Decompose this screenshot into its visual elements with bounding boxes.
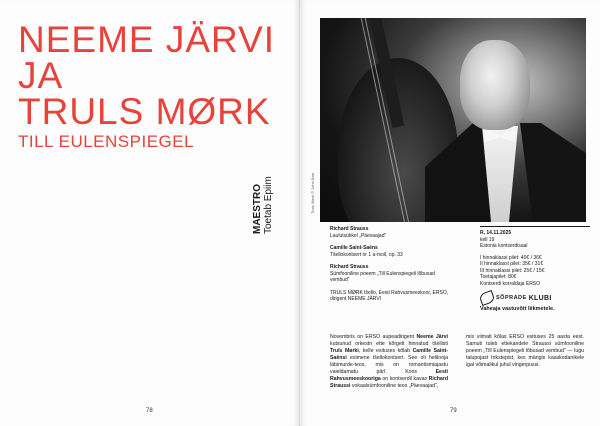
price-line: I hinnaklassi pilet: 40€ / 36€ <box>480 254 542 261</box>
bold-name: Camille Saint-Saënsi <box>330 348 448 361</box>
title-line: NEEME JÄRVI <box>18 19 276 60</box>
right-page <box>300 0 600 426</box>
bold-name: Truls Mørki <box>330 348 359 354</box>
series-name: MAESTRO <box>252 184 263 234</box>
price-line: II hinnaklassi pilet: 35€ / 31€ <box>480 261 544 267</box>
work-title: Tšellokontsert nr 1 a-moll, op. 33 <box>330 251 403 258</box>
series-sponsor: Toetab Epiim <box>263 176 274 234</box>
cellist-photo <box>320 18 586 222</box>
body-text: , kelle esituses kõlab <box>358 348 413 354</box>
composer: Camille Saint-Saëns <box>330 245 378 251</box>
jacket <box>520 123 586 222</box>
body-text-column-1 <box>330 334 448 390</box>
concert-venue: Estonia kontserdisaal <box>480 243 528 249</box>
body-text-column-2 <box>466 334 584 369</box>
bold-name: Eesti Rahvusmeeskooriga <box>330 369 448 382</box>
body-text: esimene tšellokontsert. See oli helilooja läbimurde-teos, mis on romantismiajastu vaieldamatu pärl. Koos <box>330 355 448 375</box>
body-text: mis viimati kõlas ERSO esituses 25 aasta eest. Samuti tuleb ettekandele Straussi sümfooniline poeem „Till Eulenspiegeli lõbusad vembud“ — lugu talupojast trikstерist, kes mängis kaaskodanikele igal võimalikul juhul vingerpussi. <box>466 334 584 368</box>
friends-club <box>480 292 590 312</box>
organizer: Kontserdi korraldaja ERSO <box>480 280 541 287</box>
page-number-left: 78 <box>146 408 153 414</box>
bold-name: Richard Straussi <box>330 376 448 389</box>
page-number-right: 79 <box>450 408 457 414</box>
swirl-icon <box>478 290 495 306</box>
price-line: III hinnaklassi pilet: 25€ / 15€ <box>480 267 545 274</box>
club-logo <box>480 292 590 304</box>
body-text: vokaalsümfooniline teos „Päevaajad“, <box>350 383 439 389</box>
body-text: Novembris on ERSO aupeadirigent <box>330 334 417 340</box>
bold-name: Neeme Järvi <box>416 334 448 340</box>
work-title: Laulutsükkel „Päevaajad“ <box>330 232 387 239</box>
concert-title <box>18 19 276 152</box>
price-line: Toetajapilet: 80€ <box>480 274 517 280</box>
club-name-a: SÕPRADE <box>496 295 527 301</box>
composer: Richard Strauss <box>330 264 369 270</box>
club-slogan: Vaheaja vastuvõtt liikmetele. <box>480 306 555 312</box>
concert-info <box>480 226 590 287</box>
work-title: Sümfooniline poeem „Till Eulenspiegeli lõbusad vembud“ <box>330 270 435 283</box>
club-name-b: KLUBI <box>528 294 552 302</box>
photo-credit: Truls Mørk © John Barr <box>310 172 315 214</box>
body-text: kutsunud orkestri ette kõrgelt hinnatud tšellisti <box>330 341 448 347</box>
title-line: JA <box>18 55 64 96</box>
program-list <box>330 226 450 303</box>
title-line: TRULS MØRK <box>18 91 271 132</box>
series-label <box>252 176 274 234</box>
composer: Richard Strauss <box>330 226 369 232</box>
body-text: on kontserdil kavas <box>380 376 429 382</box>
concert-subtitle: TILL EULENSPIEGEL <box>18 132 195 151</box>
concert-date: R, 14.11.2025 <box>480 230 512 236</box>
concert-time: kell 19 <box>480 236 495 243</box>
face <box>460 40 530 130</box>
performers: TRULS MØRK tšello, Eesti Rahvusmeeskoor, ERSO, dirigent NEEME JÄRVI <box>330 289 449 302</box>
